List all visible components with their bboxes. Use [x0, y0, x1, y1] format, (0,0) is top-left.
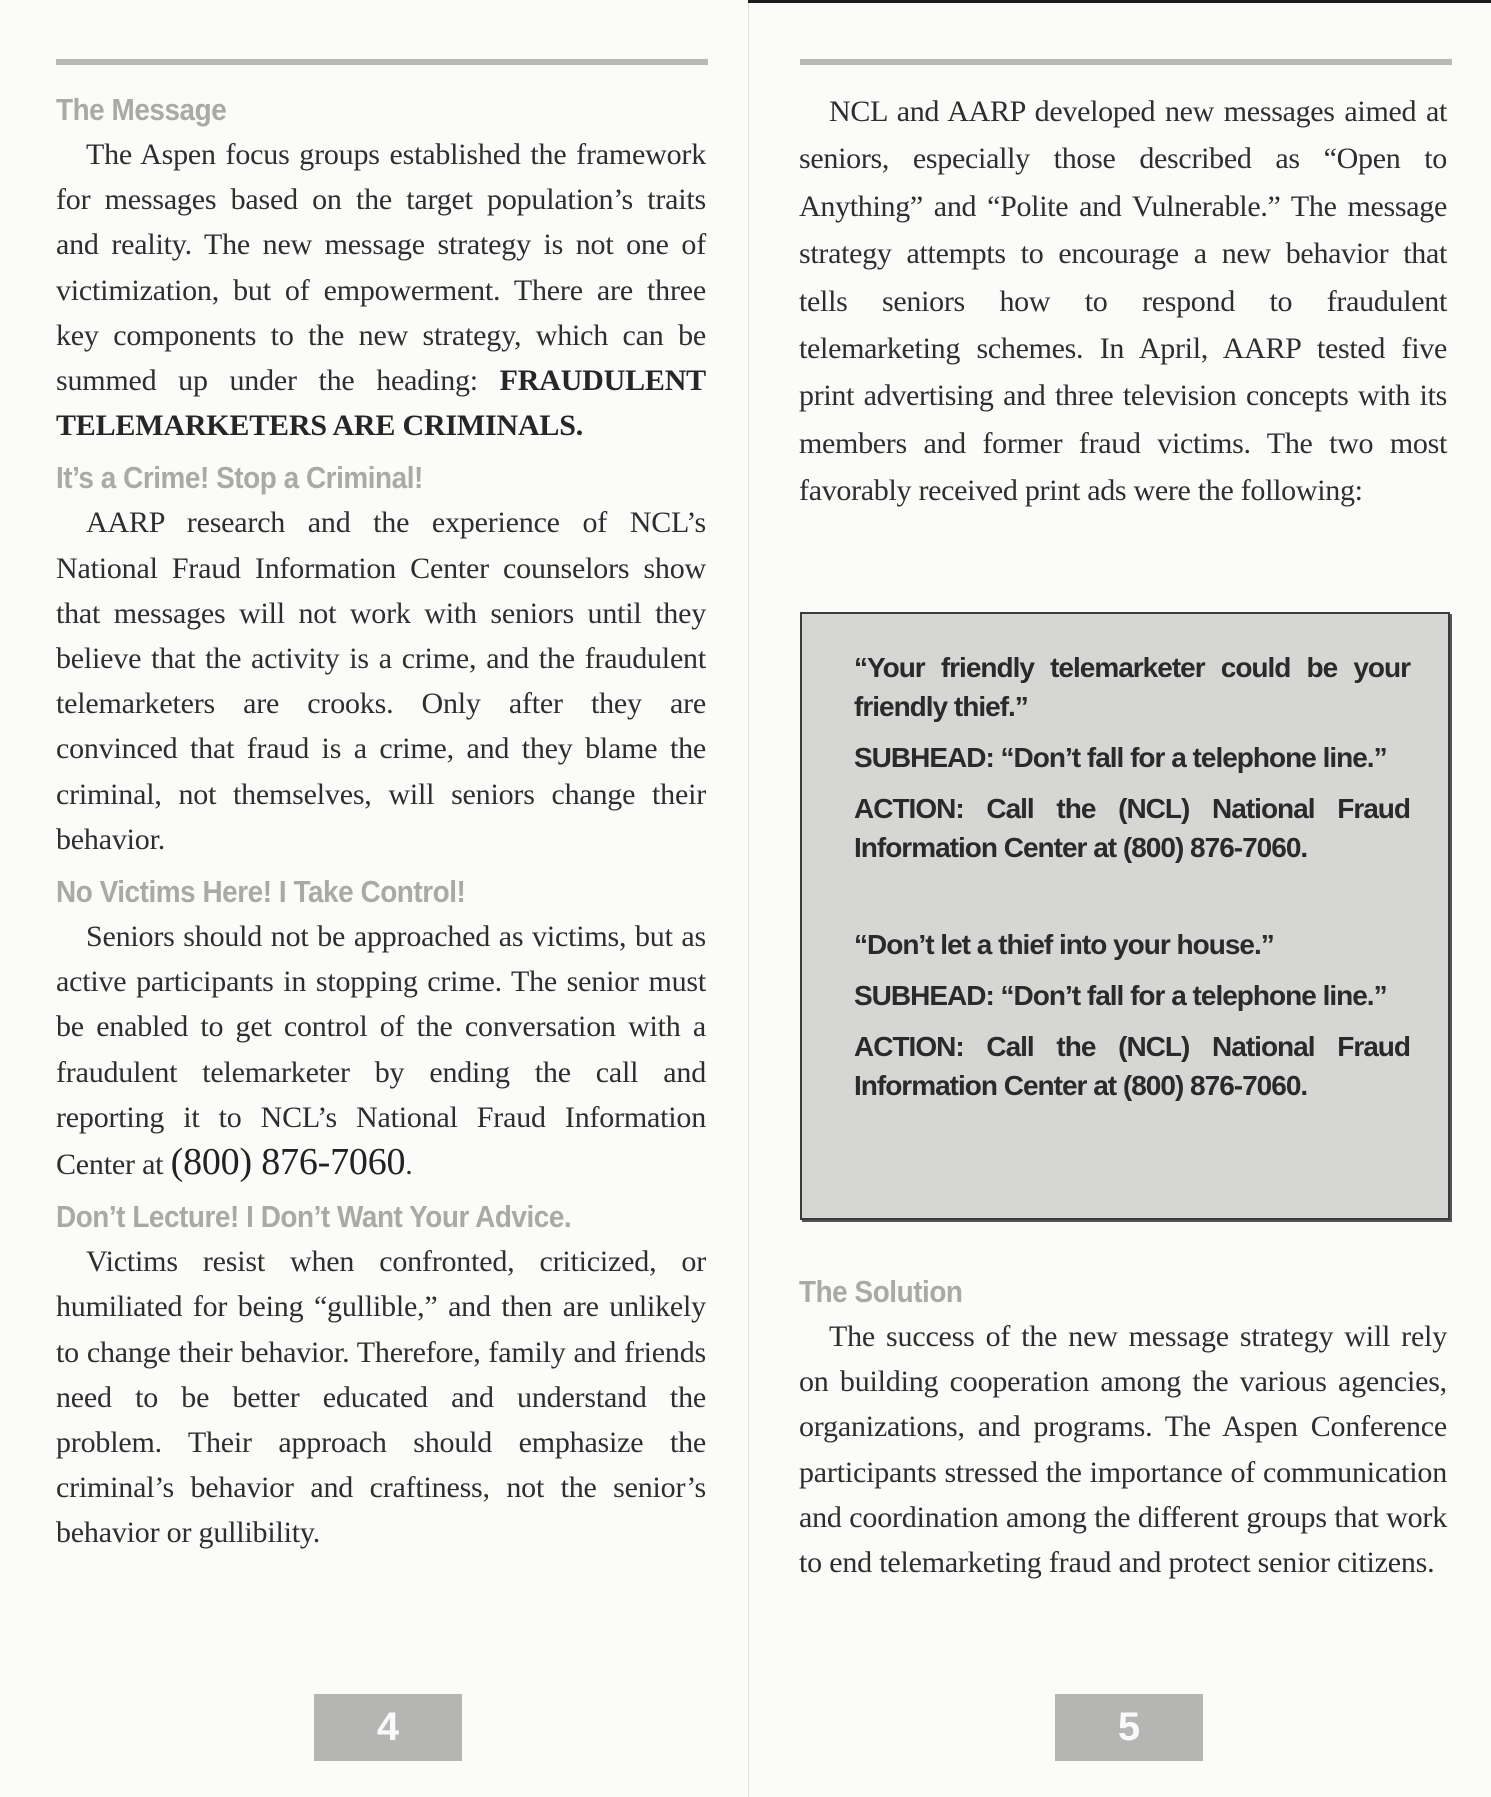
section-heading: The Message: [56, 92, 227, 127]
paragraph-text: The Aspen focus groups established the framework for messages based on the target population’s traits and reality. The new message strategy is not one of victimization, but of empowerment. There are three key components to the new strategy, which can be summed up under the heading:: [56, 138, 706, 398]
section-no-victims-here: [56, 870, 706, 1187]
section-its-a-crime: [56, 456, 706, 862]
ad-subhead: SUBHEAD: “Don’t fall for a telephone line.”: [854, 742, 1387, 773]
scan-top-edge: [748, 0, 1491, 3]
right-top-rule: [800, 59, 1452, 65]
ad-headline: “Don’t let a thief into your house.”: [854, 929, 1274, 960]
section-dont-lecture: [56, 1195, 706, 1555]
section-the-message: [56, 88, 706, 448]
left-top-rule: [56, 59, 708, 65]
ad-action: ACTION: Call the (NCL) National Fraud Information Center at (800) 876-7060.: [854, 793, 1410, 863]
phone-number: (800) 876-7060: [170, 1141, 406, 1184]
paragraph-end: .: [405, 1148, 413, 1182]
right-page-column: [799, 88, 1447, 523]
print-ad-1: [854, 648, 1410, 867]
page-fold: [748, 0, 749, 1797]
section-paragraph: The success of the new message strategy will rely on building cooperation among the various agencies, organizations, and programs. The Aspen Conference participants stressed the importance of communication and coordination among the different groups that work to end telemarketing fraud and protect senior citizens.: [799, 1320, 1447, 1580]
section-heading: It’s a Crime! Stop a Criminal!: [56, 460, 423, 496]
section-heading: Don’t Lecture! I Don’t Want Your Advice.: [56, 1199, 572, 1235]
page-number-5: 5: [1055, 1694, 1203, 1761]
paragraph-text: Seniors should not be approached as victims, but as active participants in stopping crime. The senior must be enabled to get control of the conversation with a fraudulent telemarketer by ending the call and reporting it to NCL’s National Fraud Information Center at: [56, 920, 706, 1182]
ad-subhead: SUBHEAD: “Don’t fall for a telephone line.”: [854, 980, 1387, 1011]
section-paragraph: AARP research and the experience of NCL’s National Fraud Information Center counselors show that messages will not work with seniors until they believe that the activity is a crime, and the fraudulent telemarketers are crooks. Only after they are convinced that fraud is a crime, and they blame the criminal, not themselves, will seniors change their behavior.: [56, 506, 706, 856]
left-page-column: [56, 88, 706, 1564]
section-paragraph: [56, 914, 706, 1187]
section-heading: The Solution: [799, 1274, 963, 1309]
key-heading-bold: FRAUDULENT TELEMARKETERS ARE CRIMINALS.: [56, 364, 706, 443]
intro-paragraph: NCL and AARP developed new messages aimed at seniors, especially those described as “Open to Anything” and “Polite and Vulnerable.” The message strategy attempts to encourage a new behavior that tells seniors how to respond to fraudulent telemarketing schemes. In April, AARP tested five print advertising and three television concepts with its members and former fraud victims. The two most favorably received print ads were the following:: [799, 95, 1447, 508]
page-number-4: 4: [314, 1694, 462, 1761]
ad-action: ACTION: Call the (NCL) National Fraud Information Center at (800) 876-7060.: [854, 1031, 1410, 1101]
ad-headline: “Your friendly telemarketer could be your friendly thief.”: [854, 652, 1410, 722]
section-heading: No Victims Here! I Take Control!: [56, 874, 466, 910]
section-the-solution: [799, 1270, 1447, 1593]
print-ad-2: [854, 925, 1410, 1105]
section-paragraph: Victims resist when confronted, criticized, or humiliated for being “gullible,” and then are unlikely to change their behavior. Therefore, family and friends need to be better educated and understand the problem. Their approach should emphasize the criminal’s behavior and craftiness, not the senior’s behavior or gullibility.: [56, 1245, 706, 1550]
section-paragraph: [56, 132, 706, 448]
print-ads-box: [800, 612, 1450, 1220]
